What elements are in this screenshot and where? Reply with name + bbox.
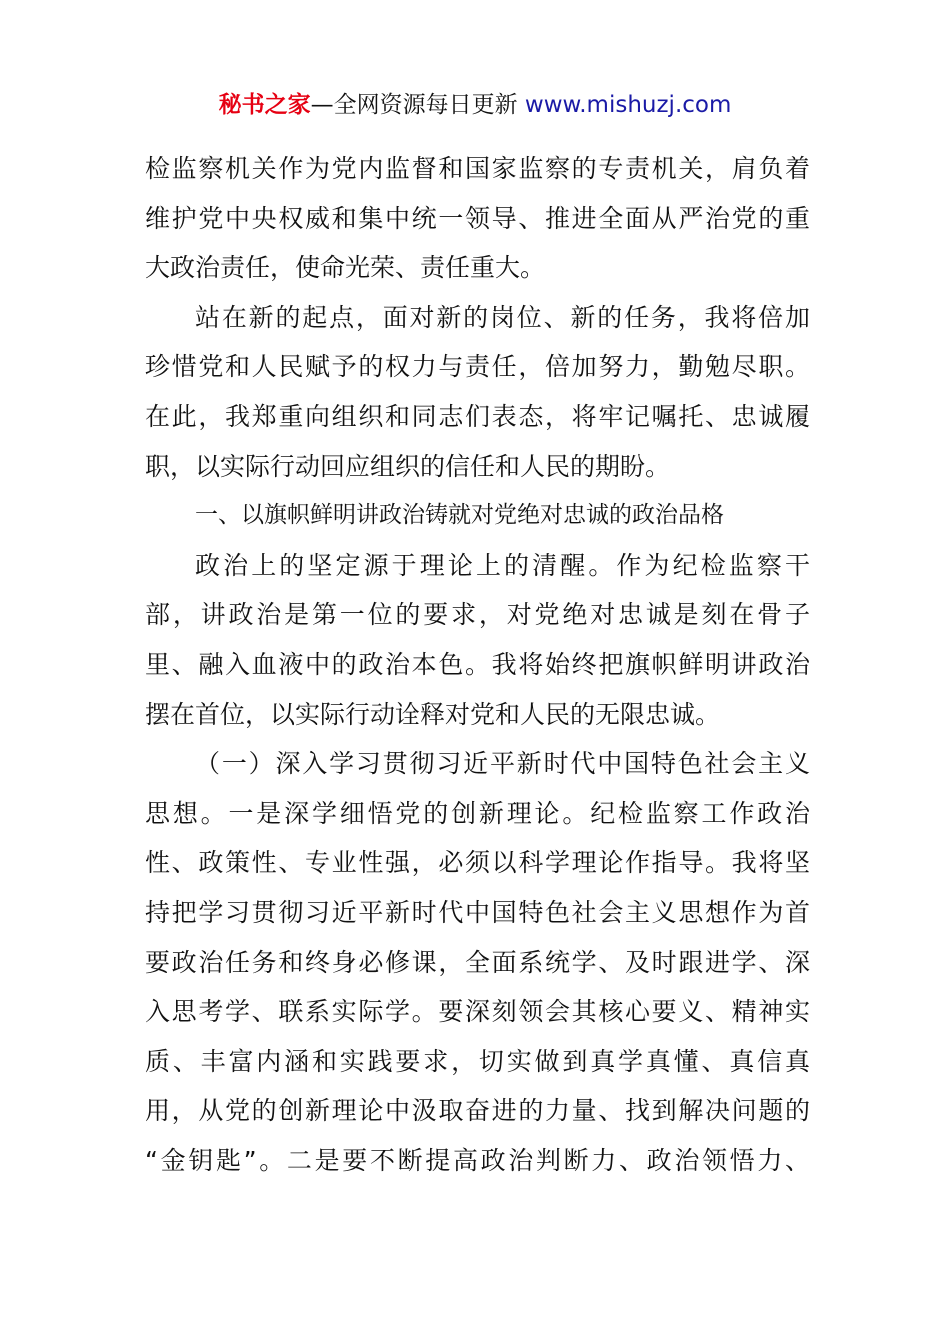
paragraph-last-line: 摆在首位，以实际行动诠释对党和人民的无限忠诚。 [145,699,721,729]
site-header [0,90,950,120]
text-line: 用，从党的创新理论中汲取奋进的力量、找到解决问题的 [145,1096,810,1126]
paragraph-first-line: 站在新的起点，面对新的岗位、新的任务，我将倍加 [195,302,810,332]
paragraph-first-line: 政治上的坚定源于理论上的清醒。作为纪检监察干 [195,550,810,580]
text-line: 要政治任务和终身必修课，全面系统学、及时跟进学、深 [145,947,810,977]
text-line: 里、融入血液中的政治本色。我将始终把旗帜鲜明讲政治 [145,649,810,679]
text-line: 维护党中央权威和集中统一领导、推进全面从严治党的重 [145,203,810,233]
text-line: 性、政策性、专业性强，必须以科学理论作指导。我将坚 [145,848,810,878]
text-line: 思想。一是深学细悟党的创新理论。纪检监察工作政治 [145,798,810,828]
header-slogan: —全网资源每日更新 [310,92,525,118]
text-line: 珍惜党和人民赋予的权力与责任，倍加努力，勤勉尽职。 [145,352,810,382]
document-body [145,144,810,1185]
text-line: 持把学习贯彻习近平新时代中国特色社会主义思想作为首 [145,897,810,927]
section-heading: 一、以旗帜鲜明讲政治铸就对党绝对忠诚的政治品格 [195,502,724,529]
paragraph-first-line: （一）深入学习贯彻习近平新时代中国特色社会主义 [195,749,810,779]
text-line: “金钥匙”。二是要不断提高政治判断力、政治领悟力、 [145,1145,810,1175]
site-url-link[interactable]: www.mishuzj.com [524,92,732,118]
text-line: 质、丰富内涵和实践要求，切实做到真学真懂、真信真 [145,1046,810,1076]
text-line: 在此，我郑重向组织和同志们表态，将牢记嘱托、忠诚履 [145,401,810,431]
text-line: 部，讲政治是第一位的要求，对党绝对忠诚是刻在骨子 [145,600,810,630]
text-line: 检监察机关作为党内监督和国家监察的专责机关，肩负着 [145,154,810,183]
paragraph-last-line: 大政治责任，使命光荣、责任重大。 [145,253,546,283]
text-line: 入思考学、联系实际学。要深刻领会其核心要义、精神实 [145,997,810,1027]
paragraph-last-line: 职，以实际行动回应组织的信任和人民的期盼。 [145,451,671,481]
brand-name: 秘书之家 [218,92,311,118]
